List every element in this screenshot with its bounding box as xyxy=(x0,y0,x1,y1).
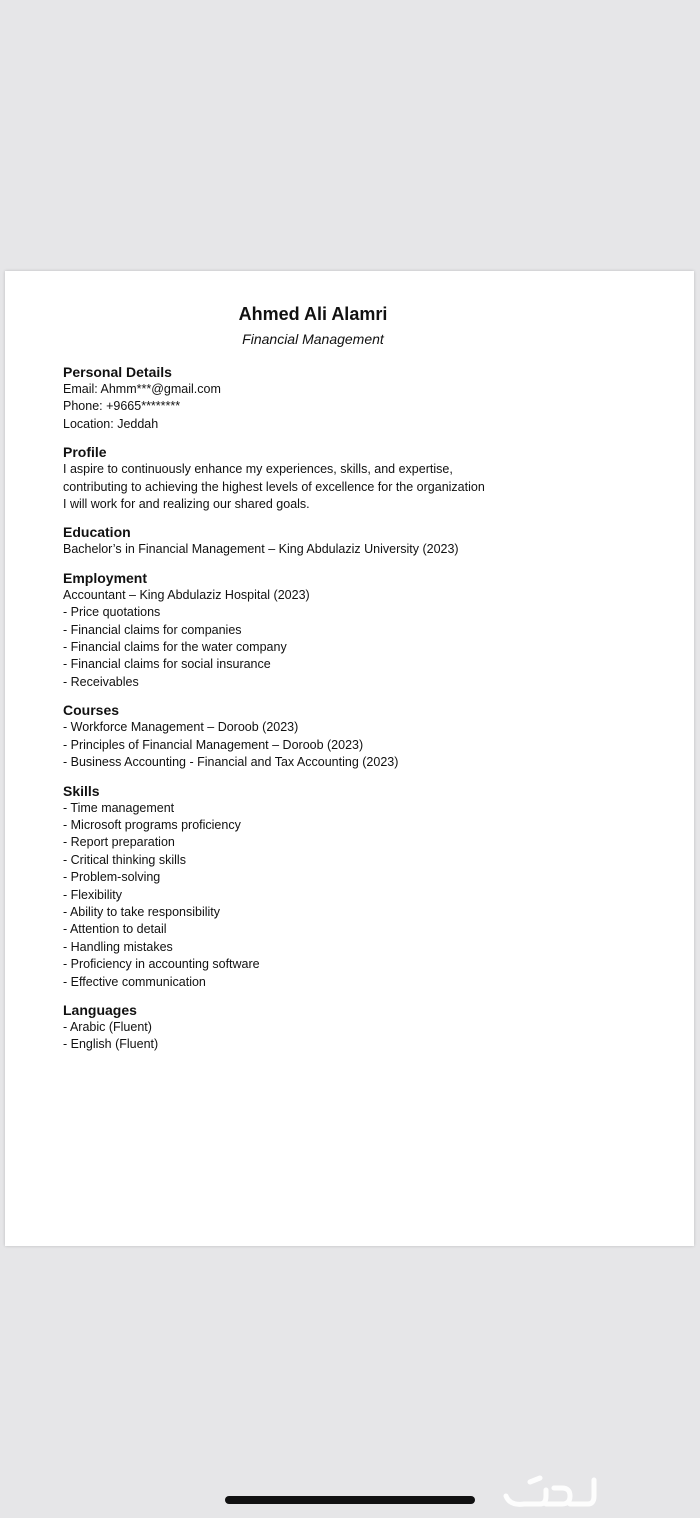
employment-line: - Financial claims for social insurance xyxy=(63,657,271,672)
resume-subtitle: Financial Management xyxy=(242,331,384,347)
email-line: Email: Ahmm***@gmail.com xyxy=(63,382,221,396)
home-indicator-bar[interactable] xyxy=(225,1496,475,1504)
section-employment xyxy=(63,569,643,691)
skill-line: - Effective communication xyxy=(63,974,206,989)
language-line: - English (Fluent) xyxy=(63,1037,159,1052)
skill-line: - Microsoft programs proficiency xyxy=(63,817,241,832)
section-title: Personal Details xyxy=(63,364,172,380)
resume-header xyxy=(5,301,621,349)
section-courses xyxy=(63,701,643,771)
skill-line: - Proficiency in accounting software xyxy=(63,957,260,972)
phone-line: Phone: +9665******** xyxy=(63,399,181,414)
employment-line: - Receivables xyxy=(63,674,139,689)
language-line: - Arabic (Fluent) xyxy=(63,1019,152,1034)
course-line: - Workforce Management – Doroob (2023) xyxy=(63,720,299,735)
resume-page xyxy=(5,271,694,1246)
section-title: Courses xyxy=(63,702,120,719)
section-title: Profile xyxy=(63,444,107,461)
section-title: Education xyxy=(63,524,131,541)
section-title: Skills xyxy=(63,782,100,799)
section-education xyxy=(63,523,643,558)
profile-line: contributing to achieving the highest levels of excellence for the organization xyxy=(63,479,485,494)
employment-line: - Financial claims for companies xyxy=(63,622,242,637)
skill-line: - Handling mistakes xyxy=(63,939,173,954)
course-line: - Principles of Financial Management – Doroob (2023) xyxy=(63,737,364,752)
skill-line: - Flexibility xyxy=(63,887,123,902)
profile-line: I aspire to continuously enhance my experiences, skills, and expertise, xyxy=(63,462,453,477)
profile-line: I will work for and realizing our shared goals. xyxy=(63,497,310,512)
section-title: Employment xyxy=(63,569,148,586)
section-skills xyxy=(63,782,643,991)
section-personal-details xyxy=(63,363,643,433)
section-title: Languages xyxy=(63,1001,137,1018)
haraj-watermark-logo xyxy=(500,1466,600,1514)
course-line: - Business Accounting - Financial and Tax Accounting (2023) xyxy=(63,755,399,770)
skill-line: - Ability to take responsibility xyxy=(63,904,221,919)
resume-content xyxy=(63,363,643,1064)
resume-name: Ahmed Ali Alamri xyxy=(238,304,388,324)
skill-line: - Problem-solving xyxy=(63,870,161,885)
section-languages xyxy=(63,1001,643,1054)
employment-line: Accountant – King Abdulaziz Hospital (2023) xyxy=(63,587,310,602)
skill-line: - Critical thinking skills xyxy=(63,852,186,867)
skill-line: - Attention to detail xyxy=(63,922,167,937)
employment-line: - Price quotations xyxy=(63,605,161,620)
section-profile xyxy=(63,443,643,513)
education-line: Bachelor’s in Financial Management – King Abdulaziz University (2023) xyxy=(63,542,459,557)
skill-line: - Time management xyxy=(63,800,175,815)
location-line: Location: Jeddah xyxy=(63,416,159,431)
employment-line: - Financial claims for the water company xyxy=(63,640,287,655)
skill-line: - Report preparation xyxy=(63,835,175,850)
